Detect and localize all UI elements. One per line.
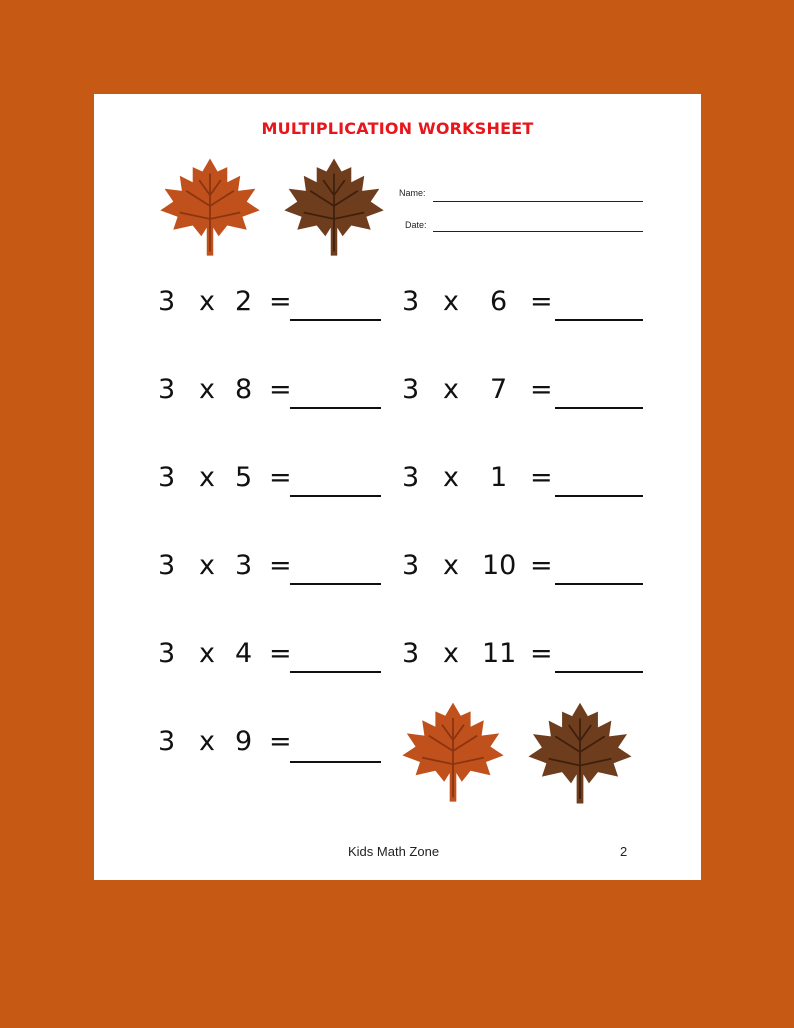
problem-factor-a: 3 xyxy=(402,374,420,405)
answer-blank[interactable] xyxy=(290,495,381,497)
problem-equals: = xyxy=(269,550,292,581)
problem-equals: = xyxy=(530,286,553,317)
problem-factor-b: 9 xyxy=(235,726,253,757)
problem xyxy=(402,282,652,322)
problem xyxy=(158,722,388,762)
problem-operator: x xyxy=(199,462,215,493)
problem xyxy=(158,370,388,410)
problem xyxy=(402,370,652,410)
problem-factor-b: 2 xyxy=(235,286,253,317)
problem-operator: x xyxy=(199,550,215,581)
problem-factor-a: 3 xyxy=(402,550,420,581)
problem-operator: x xyxy=(199,286,215,317)
problem-equals: = xyxy=(530,374,553,405)
answer-blank[interactable] xyxy=(555,407,643,409)
maple-leaf-orange-icon xyxy=(398,696,508,806)
problem xyxy=(402,546,652,586)
answer-blank[interactable] xyxy=(290,407,381,409)
problem-equals: = xyxy=(269,374,292,405)
problem-equals: = xyxy=(530,550,553,581)
problem-factor-a: 3 xyxy=(158,374,176,405)
problem-factor-b: 3 xyxy=(235,550,253,581)
problem-factor-b: 5 xyxy=(235,462,253,493)
answer-blank[interactable] xyxy=(555,319,643,321)
problem-factor-a: 3 xyxy=(158,550,176,581)
problem xyxy=(402,458,652,498)
problem-operator: x xyxy=(443,462,459,493)
problem-equals: = xyxy=(530,638,553,669)
answer-blank[interactable] xyxy=(290,761,381,763)
problem xyxy=(158,282,388,322)
maple-leaf-orange-icon xyxy=(156,152,264,260)
problem-operator: x xyxy=(199,638,215,669)
problem-equals: = xyxy=(530,462,553,493)
problem-operator: x xyxy=(443,374,459,405)
answer-blank[interactable] xyxy=(290,319,381,321)
problem-equals: = xyxy=(269,462,292,493)
problem-equals: = xyxy=(269,726,292,757)
problem-factor-a: 3 xyxy=(402,638,420,669)
answer-blank[interactable] xyxy=(290,583,381,585)
date-field[interactable] xyxy=(433,231,643,232)
maple-leaf-brown-icon xyxy=(280,152,388,260)
problem-factor-a: 3 xyxy=(402,462,420,493)
problem-operator: x xyxy=(443,286,459,317)
worksheet-title: MULTIPLICATION WORKSHEET xyxy=(261,119,534,138)
problem xyxy=(158,458,388,498)
problem-factor-b: 7 xyxy=(490,374,508,405)
date-label: Date: xyxy=(405,220,427,230)
problem-operator: x xyxy=(199,726,215,757)
problem-factor-a: 3 xyxy=(402,286,420,317)
answer-blank[interactable] xyxy=(555,671,643,673)
page-number: 2 xyxy=(620,844,628,859)
name-field[interactable] xyxy=(433,201,643,202)
problem-factor-b: 8 xyxy=(235,374,253,405)
problem-factor-a: 3 xyxy=(158,638,176,669)
footer-brand: Kids Math Zone xyxy=(348,844,440,859)
problem-operator: x xyxy=(443,638,459,669)
problem-operator: x xyxy=(199,374,215,405)
problem-factor-b: 11 xyxy=(482,638,517,669)
problem-factor-a: 3 xyxy=(158,726,176,757)
problem xyxy=(158,634,388,674)
problem xyxy=(402,634,652,674)
worksheet-page xyxy=(94,94,701,880)
problem-factor-a: 3 xyxy=(158,462,176,493)
answer-blank[interactable] xyxy=(555,583,643,585)
answer-blank[interactable] xyxy=(290,671,381,673)
problem-factor-b: 4 xyxy=(235,638,253,669)
problem-operator: x xyxy=(443,550,459,581)
problem xyxy=(158,546,388,586)
problem-factor-b: 1 xyxy=(490,462,508,493)
name-label: Name: xyxy=(399,188,426,198)
problem-factor-b: 6 xyxy=(490,286,508,317)
problem-equals: = xyxy=(269,638,292,669)
problem-factor-a: 3 xyxy=(158,286,176,317)
maple-leaf-brown-icon xyxy=(524,696,636,808)
answer-blank[interactable] xyxy=(555,495,643,497)
problem-factor-b: 10 xyxy=(482,550,517,581)
problem-equals: = xyxy=(269,286,292,317)
